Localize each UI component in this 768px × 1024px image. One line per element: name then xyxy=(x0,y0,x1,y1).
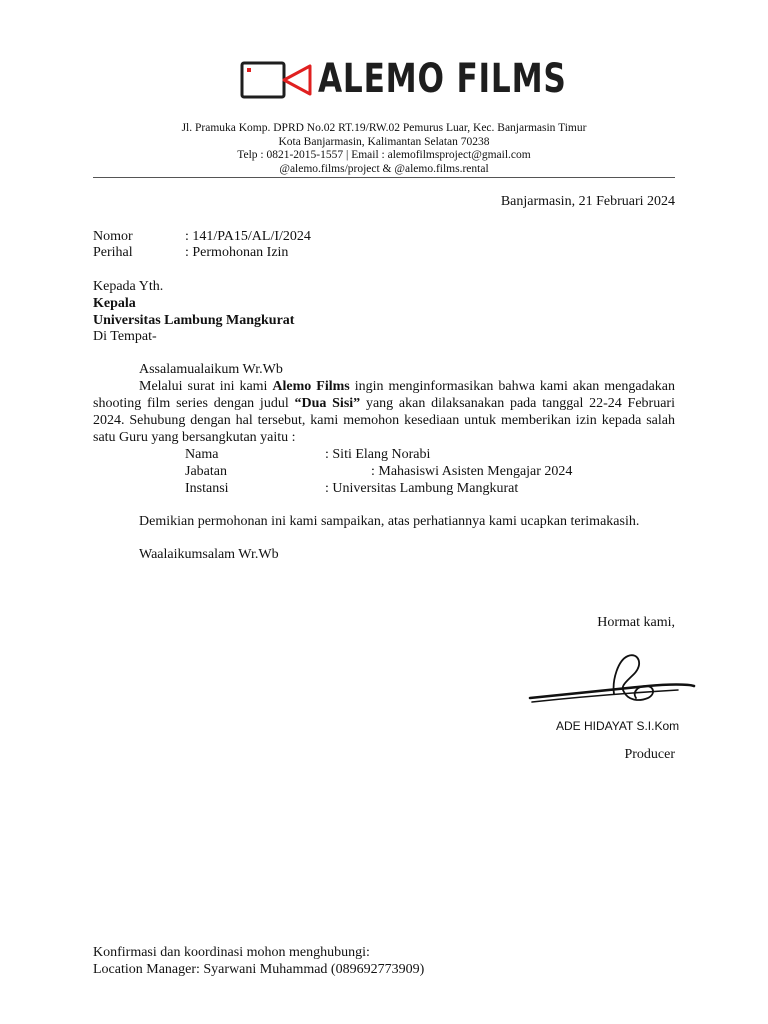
letterhead-divider xyxy=(93,177,675,178)
recipient-institution: Universitas Lambung Mangkurat xyxy=(93,313,295,328)
nomor-label: Nomor xyxy=(93,229,133,244)
company-logo xyxy=(240,56,567,104)
letterhead-address xyxy=(93,122,675,176)
film-title: “Dua Sisi” xyxy=(294,396,361,411)
nama-label: Nama xyxy=(185,447,219,462)
opening-greeting: Assalamualaikum Wr.Wb xyxy=(139,362,283,377)
social-line: @alemo.films/project & @alemo.films.rental xyxy=(279,162,489,175)
letter-date: Banjarmasin, 21 Februari 2024 xyxy=(500,194,675,209)
instansi-label: Instansi xyxy=(185,481,229,496)
nama-value: : Siti Elang Norabi xyxy=(325,447,431,462)
footer-contact: Location Manager: Syarwani Muhammad (089692773909) xyxy=(93,962,425,977)
contact-line: Telp : 0821-2015-1557 | Email : alemofilmsproject@gmail.com xyxy=(237,149,531,161)
closing-greeting: Waalaikumsalam Wr.Wb xyxy=(139,547,279,562)
footer-note: Konfirmasi dan koordinasi mohon menghubungi: xyxy=(93,945,370,960)
perihal-value: : Permohonan Izin xyxy=(185,245,289,260)
signer-name: ADE HIDAYAT S.I.Kom xyxy=(556,719,680,733)
regards: Hormat kami, xyxy=(597,615,675,630)
nomor-value: : 141/PA15/AL/I/2024 xyxy=(185,229,311,244)
body-text: ingin menginformasikan bahwa kami akan mengadakan shooting film series dengan judul xyxy=(93,379,675,411)
camera-logo-icon xyxy=(240,60,312,100)
body-paragraph-1 xyxy=(93,378,675,446)
instansi-value: : Universitas Lambung Mangkurat xyxy=(325,481,519,496)
address-line: Jl. Pramuka Komp. DPRD No.02 RT.19/RW.02 Pemurus Luar, Kec. Banjarmasin Timur xyxy=(181,122,587,134)
signer-role: Producer xyxy=(624,747,675,762)
recipient-place: Di Tempat- xyxy=(93,329,157,344)
company-name: Alemo Films xyxy=(272,379,350,394)
handwritten-signature xyxy=(528,650,698,712)
recipient-title: Kepala xyxy=(93,296,136,311)
jabatan-value: : Mahasiswi Asisten Mengajar 2024 xyxy=(371,464,573,479)
body-text: Melalui surat ini kami xyxy=(139,379,273,394)
recipient-salutation: Kepada Yth. xyxy=(93,279,164,294)
body-paragraph-2: Demikian permohonan ini kami sampaikan, atas perhatiannya kami ucapkan terimakasih. xyxy=(139,514,640,529)
address-line: Kota Banjarmasin, Kalimantan Selatan 70238 xyxy=(278,135,490,148)
body-text: yang akan dilaksanakan pada tanggal 22-24 Februari 2024. Sehubung dengan hal tersebut, kami memohon kesediaan untuk memberikan izin kepada salah satu Guru yang bersangkutan yaitu : xyxy=(93,396,675,445)
logo-text: ALEMO FILMS xyxy=(318,56,567,102)
perihal-label: Perihal xyxy=(93,245,133,260)
jabatan-label: Jabatan xyxy=(185,464,227,479)
